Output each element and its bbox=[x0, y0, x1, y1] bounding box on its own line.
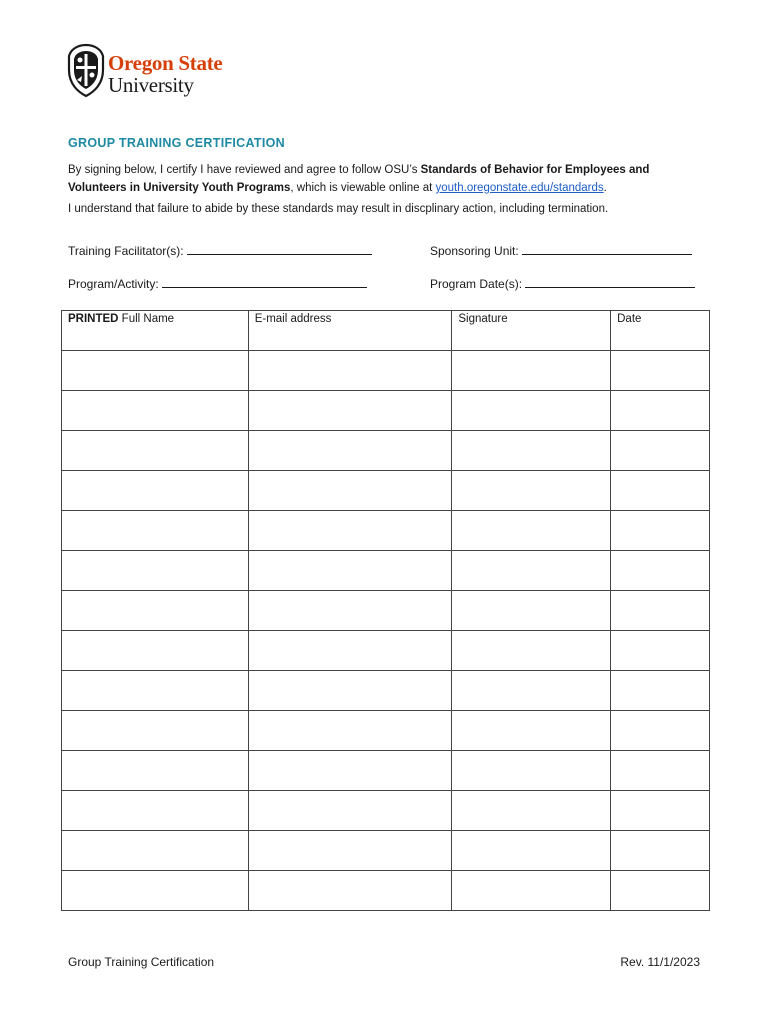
name-cell[interactable] bbox=[62, 751, 249, 791]
name-cell[interactable] bbox=[62, 471, 249, 511]
column-header-email bbox=[248, 311, 452, 351]
footer-title: Group Training Certification bbox=[68, 955, 215, 969]
table-row bbox=[62, 791, 710, 831]
osu-logo bbox=[66, 42, 236, 102]
name-cell[interactable] bbox=[62, 551, 249, 591]
signature-cell[interactable] bbox=[452, 391, 611, 431]
program-field bbox=[68, 277, 367, 291]
email-cell[interactable] bbox=[248, 391, 452, 431]
email-cell[interactable] bbox=[248, 471, 452, 511]
name-cell[interactable] bbox=[62, 671, 249, 711]
standards-name: Standards of Behavior for Employees and Volunteers in University Youth Programs bbox=[68, 164, 650, 194]
sponsoring-field bbox=[430, 244, 692, 258]
name-cell[interactable] bbox=[62, 351, 249, 391]
email-cell[interactable] bbox=[248, 671, 452, 711]
facilitator-field bbox=[68, 244, 372, 258]
name-cell[interactable] bbox=[62, 791, 249, 831]
date-cell[interactable] bbox=[611, 551, 710, 591]
signature-cell[interactable] bbox=[452, 791, 611, 831]
statement-end: . bbox=[603, 182, 607, 194]
name-cell[interactable] bbox=[62, 831, 249, 871]
table-row bbox=[62, 511, 710, 551]
program-label: Program/Activity: bbox=[68, 277, 159, 291]
signature-cell[interactable] bbox=[452, 551, 611, 591]
signature-cell[interactable] bbox=[452, 591, 611, 631]
table-row bbox=[62, 471, 710, 511]
table-row bbox=[62, 831, 710, 871]
standards-link[interactable]: youth.oregonstate.edu/standards bbox=[435, 182, 604, 194]
signature-cell[interactable] bbox=[452, 871, 611, 911]
table-row bbox=[62, 711, 710, 751]
column-header-signature bbox=[452, 311, 611, 351]
column-header-name bbox=[62, 311, 249, 351]
table-row bbox=[62, 551, 710, 591]
email-cell[interactable] bbox=[248, 511, 452, 551]
table-body bbox=[62, 351, 710, 911]
page-title: GROUP TRAINING CERTIFICATION bbox=[68, 136, 285, 150]
date-cell[interactable] bbox=[611, 751, 710, 791]
column-header-name-bold: PRINTED bbox=[68, 313, 119, 325]
email-cell[interactable] bbox=[248, 351, 452, 391]
email-cell[interactable] bbox=[248, 591, 452, 631]
signature-cell[interactable] bbox=[452, 711, 611, 751]
email-cell[interactable] bbox=[248, 551, 452, 591]
signature-table bbox=[61, 310, 710, 911]
date-cell[interactable] bbox=[611, 351, 710, 391]
name-cell[interactable] bbox=[62, 511, 249, 551]
sponsoring-line[interactable] bbox=[522, 244, 692, 255]
disclaimer-text: I understand that failure to abide by these standards may result in discplinary action, including termination. bbox=[68, 203, 609, 215]
email-cell[interactable] bbox=[248, 631, 452, 671]
dates-line[interactable] bbox=[525, 277, 695, 288]
name-cell[interactable] bbox=[62, 431, 249, 471]
date-cell[interactable] bbox=[611, 871, 710, 911]
statement-text-2: , which is viewable online at bbox=[290, 182, 436, 194]
email-cell[interactable] bbox=[248, 831, 452, 871]
name-cell[interactable] bbox=[62, 631, 249, 671]
email-cell[interactable] bbox=[248, 791, 452, 831]
signature-cell[interactable] bbox=[452, 671, 611, 711]
table-row bbox=[62, 591, 710, 631]
facilitator-label: Training Facilitator(s): bbox=[68, 244, 184, 258]
signature-cell[interactable] bbox=[452, 751, 611, 791]
signature-cell[interactable] bbox=[452, 511, 611, 551]
date-cell[interactable] bbox=[611, 791, 710, 831]
date-cell[interactable] bbox=[611, 511, 710, 551]
table-row bbox=[62, 391, 710, 431]
date-cell[interactable] bbox=[611, 591, 710, 631]
beaver-shield-icon bbox=[66, 42, 106, 98]
signature-cell[interactable] bbox=[452, 431, 611, 471]
column-header-name-rest: Full Name bbox=[118, 313, 175, 325]
column-header-date-label: Date bbox=[617, 313, 642, 325]
table-header-row bbox=[62, 311, 710, 351]
column-header-date bbox=[611, 311, 710, 351]
email-cell[interactable] bbox=[248, 751, 452, 791]
table-row bbox=[62, 351, 710, 391]
signature-cell[interactable] bbox=[452, 831, 611, 871]
footer-revision: Rev. 11/1/2023 bbox=[620, 955, 700, 969]
certification-statement bbox=[68, 161, 708, 197]
signature-cell[interactable] bbox=[452, 631, 611, 671]
email-cell[interactable] bbox=[248, 711, 452, 751]
table-row bbox=[62, 871, 710, 911]
date-cell[interactable] bbox=[611, 471, 710, 511]
name-cell[interactable] bbox=[62, 711, 249, 751]
table-row bbox=[62, 751, 710, 791]
date-cell[interactable] bbox=[611, 391, 710, 431]
name-cell[interactable] bbox=[62, 871, 249, 911]
date-cell[interactable] bbox=[611, 831, 710, 871]
logo-wordmark-line2: University bbox=[108, 73, 194, 97]
table-row bbox=[62, 631, 710, 671]
date-cell[interactable] bbox=[611, 671, 710, 711]
program-line[interactable] bbox=[162, 277, 367, 288]
statement-text-1: By signing below, I certify I have reviewed and agree to follow OSU’s bbox=[68, 164, 421, 176]
date-cell[interactable] bbox=[611, 431, 710, 471]
name-cell[interactable] bbox=[62, 591, 249, 631]
sponsoring-label: Sponsoring Unit: bbox=[430, 244, 519, 258]
name-cell[interactable] bbox=[62, 391, 249, 431]
table-row bbox=[62, 431, 710, 471]
logo-wordmark-line1: Oregon State bbox=[108, 51, 223, 75]
email-cell[interactable] bbox=[248, 871, 452, 911]
column-header-signature-label: Signature bbox=[458, 313, 508, 325]
facilitator-line[interactable] bbox=[187, 244, 372, 255]
date-cell[interactable] bbox=[611, 631, 710, 671]
signature-cell[interactable] bbox=[452, 351, 611, 391]
date-cell[interactable] bbox=[611, 711, 710, 751]
column-header-email-label: E-mail address bbox=[254, 313, 332, 325]
table-row bbox=[62, 671, 710, 711]
signature-cell[interactable] bbox=[452, 471, 611, 511]
email-cell[interactable] bbox=[248, 431, 452, 471]
dates-field bbox=[430, 277, 695, 291]
dates-label: Program Date(s): bbox=[430, 277, 523, 291]
